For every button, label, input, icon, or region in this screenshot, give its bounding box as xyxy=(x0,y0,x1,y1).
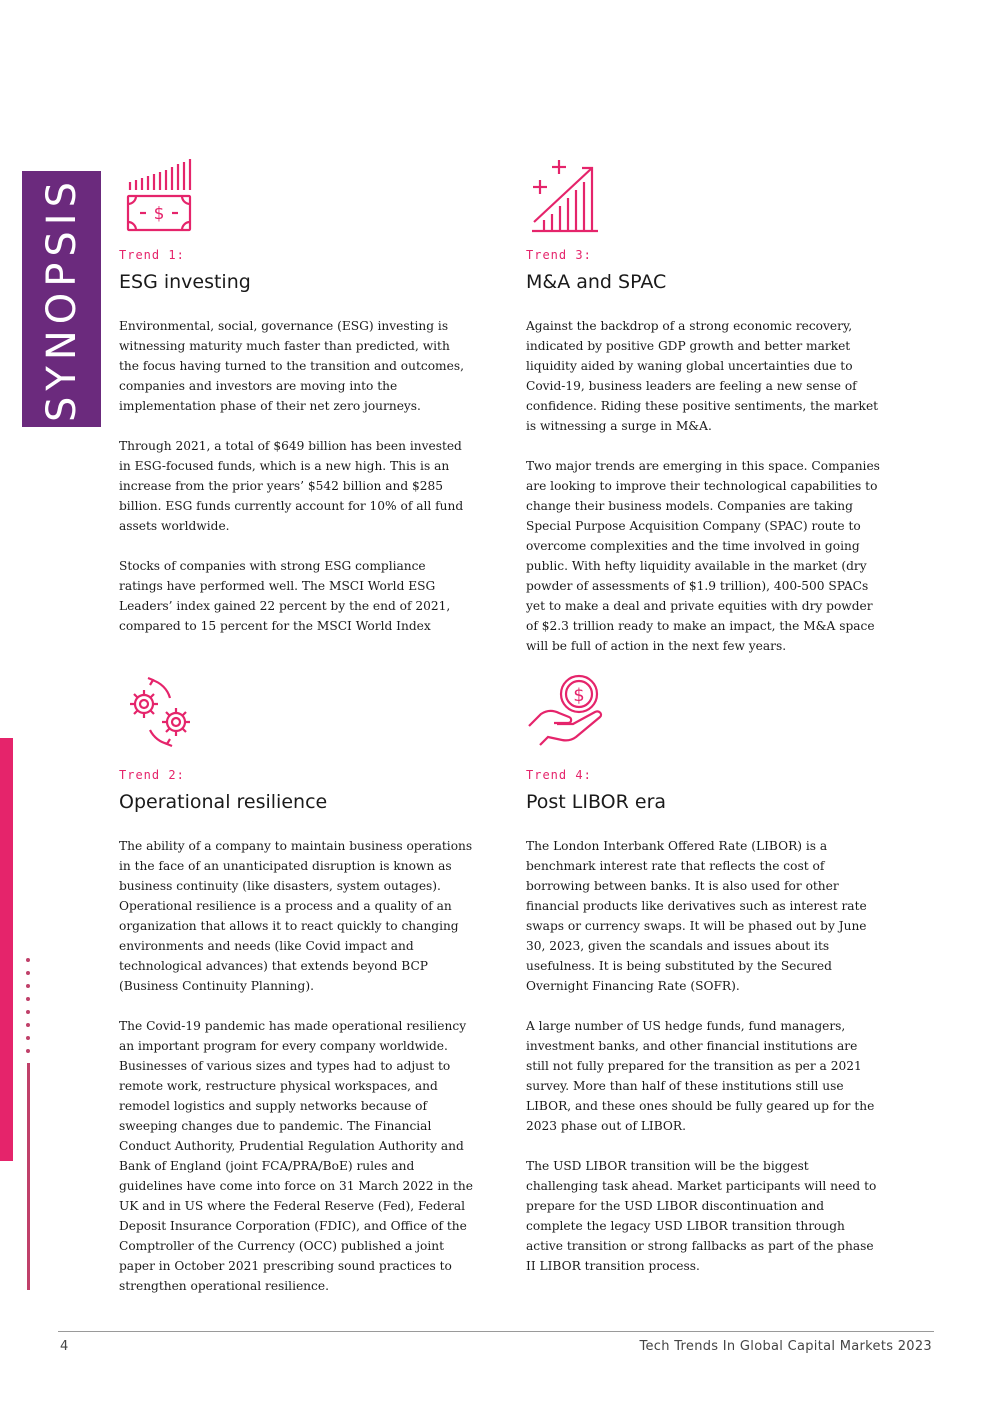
paragraph: The USD LIBOR transition will be the biggest challenging task ahead. Market participants will need to prepare for the USD LIBOR discontinuation and complete the legacy USD LIBOR transition through active transition or strong fallbacks as part of the phase II LIBOR transition process. xyxy=(526,1159,877,1273)
synopsis-side-tab xyxy=(22,171,101,427)
paragraph: The London Interbank Offered Rate (LIBOR) is a benchmark interest rate that reflects the cost of borrowing between banks. It is also used for other financial products like derivatives such as interest rate swaps or currency swaps. It will be phased out by June 30, 2023, given the scandals and issues about its usefulness. It is being substituted by the Secured Overnight Financing Rate (SOFR). xyxy=(526,839,867,993)
growth-chart-icon xyxy=(530,158,602,234)
trend-4-body xyxy=(526,836,882,1296)
money-growth-icon xyxy=(126,158,194,234)
thin-accent-line xyxy=(27,1063,30,1290)
paragraph: Against the backdrop of a strong economic recovery, indicated by positive GDP growth and better market liquidity aided by waning global uncertainties due to Covid-19, business leaders are feeling a new sense of confidence. Riding these positive sentiments, the market is witnessing a surge in M&A. xyxy=(526,319,879,433)
trend-1-body xyxy=(119,316,471,656)
trend-2-title: Operational resilience xyxy=(119,791,328,813)
footer-title: Tech Trends In Global Capital Markets 2023 xyxy=(639,1339,932,1354)
paragraph: Two major trends are emerging in this space. Companies are looking to improve their technological capabilities to change their business models. Companies are taking Special Purpose Acquisition Company (SPAC) route to overcome complexities and the time involved in going public. With hefty liquidity available in the market (dry powder of assessments of $1.9 trillion), 400-500 SPACs yet to make a deal and private equities with dry powder of $2.3 trillion ready to make an impact, the M&A space will be full of action in the next few years. xyxy=(526,459,880,653)
paragraph: Stocks of companies with strong ESG compliance ratings have performed well. The MSCI World ESG Leaders’ index gained 22 percent by the end of 2021, compared to 15 percent for the MSCI World Index xyxy=(119,559,451,633)
trend-4-label: Trend 4: xyxy=(526,768,592,782)
paragraph: The Covid-19 pandemic has made operational resiliency an important program for every company worldwide. Businesses of various sizes and types had to adjust to remote work, restructure physical workspaces, and remodel logistics and supply networks because of sweeping changes due to pandemic. The Financial Conduct Authority, Prudential Regulation Authority and Bank of England (joint FCA/PRA/BoE) rules and guidelines have come into force on 31 March 2022 in the UK and in US where the Federal Reserve (Fed), Federal Deposit Insurance Corporation (FDIC), and Office of the Comptroller of the Currency (OCC) published a joint paper in October 2021 prescribing sound practices to strengthen operational resilience. xyxy=(119,1019,473,1293)
hand-coin-icon xyxy=(527,674,609,748)
paragraph: Environmental, social, governance (ESG) investing is witnessing maturity much faster than predicted, with the focus having turned to the transition and outcomes, companies and investors are moving into the implementation phase of their net zero journeys. xyxy=(119,319,464,413)
synopsis-label: SYNOPSIS xyxy=(38,176,85,422)
trend-1-label: Trend 1: xyxy=(119,248,185,262)
paragraph: The ability of a company to maintain business operations in the face of an unanticipated disruption is known as business continuity (like disasters, system outages). Operational resilience is a process and a quality of an organization that allows it to react quickly to changing environments and needs (like Covid impact and technological advances) that extends beyond BCP (Business Continuity Planning). xyxy=(119,839,473,993)
svg-text:$: $ xyxy=(153,204,165,224)
paragraph: A large number of US hedge funds, fund managers, investment banks, and other financial institutions are still not fully prepared for the transition as per a 2021 survey. More than half of these institutions still use LIBOR, and these ones should be fully geared up for the 2023 phase out of LIBOR. xyxy=(526,1019,875,1133)
trend-1-title: ESG investing xyxy=(119,271,251,293)
trend-3-body xyxy=(526,316,886,676)
gears-cycle-icon xyxy=(124,676,198,748)
trend-2-body xyxy=(119,836,475,1316)
dotted-divider xyxy=(26,958,30,1062)
trend-2-label: Trend 2: xyxy=(119,768,185,782)
pink-accent-bar xyxy=(0,738,13,1161)
page-number: 4 xyxy=(60,1339,69,1354)
trend-3-title: M&A and SPAC xyxy=(526,271,667,293)
paragraph: Through 2021, a total of $649 billion has been invested in ESG-focused funds, which is a new high. This is an increase from the prior years’ $542 billion and $285 billion. ESG funds currently account for 10% of all fund assets worldwide. xyxy=(119,439,464,533)
trend-4-title: Post LIBOR era xyxy=(526,791,667,813)
svg-text:$: $ xyxy=(573,685,585,706)
footer-divider xyxy=(58,1331,934,1332)
trend-3-label: Trend 3: xyxy=(526,248,592,262)
